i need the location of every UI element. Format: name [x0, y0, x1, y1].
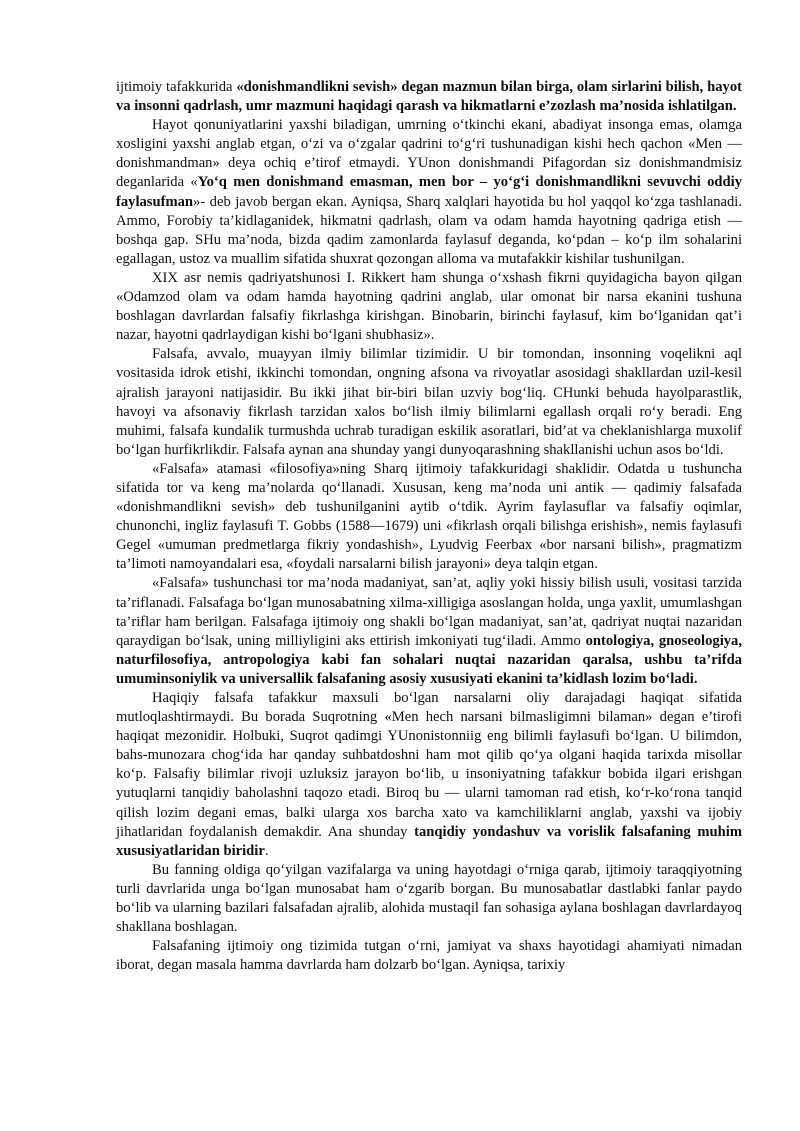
- text-run: XIX asr nemis qadriyatshunosi I. Rikkert ham shunga o‘xshash fikrni quyidagicha bayon qilgan «Odamzod olam va odam hamda hayotning qadrini anglab, ular omonat bir narsa ekanini tushuna boshlagan davrlardan falsafiy fikrlashga kirishgan. Binobarin, birinchi faylasuf, kim bo‘lganidan qat’i nazar, hayotni qadrlaydigan kishi bo‘lgani shubhasiz».: [116, 269, 742, 344]
- text-run: Haqiqiy falsafa tafakkur maxsuli bo‘lgan narsalarni oliy darajadagi haqiqat sifatida mutloqlashtirmaydi. Bu borada Suqrotning «Men hech narsani bilmasligimni bilaman» degan e’tirofi haqiqat mezonidir. Holbuki, Suqrot qadimgi YUnonistonniig eng bilimli faylasufi bo‘lgan. U bilimdon, bahs-munozara chog‘ida har qanday suhbatdoshni ham mot qilib qo‘ya olgani haqida tarixda misollar ko‘p. Falsafiy bilimlar rivoji uzluksiz jarayon bo‘lib, u insoniyatning tafakkur bobida ilgari erishgan yutuqlarni tanqidiy baholashni taqozo etadi. Biroq bu — ularni tamoman rad etish, ko‘r-ko‘rona tanqid qilish lozim degani emas, balki ularga xos barcha xato va kamchiliklarni anglab, yaxshi va ijobiy jihatlaridan foydalanish demakdir. Ana shunday: [116, 690, 742, 840]
- text-run: Hayot qonuniyatlarini yaxshi biladigan, umrning o‘tkinchi ekani, abadiyat insonga emas, olamga xosligini yaxshi anglab etgan, o‘zi va o‘zgalar qadrini to‘g‘ri tushunadigan kishi hech qachon «Men — donishmandman» deya ochiq e’tirof etmaydi. YUnon donishmandi Pifagordan siz donishmandmisiz deganlarida «: [116, 117, 742, 191]
- text-run: »- deb javob bergan ekan. Ayniqsa, Sharq xalqlari hayotida bu hol yaqqol ko‘zga tashlanadi. Ammo, Forobiy ta’kidlaganidek, hikmatni qadrlash, olam va odam hamda hayotning qadriga etish — boshqa gap. SHu ma’noda, bizda qadim zamonlarda faylasuf deganda, ko‘pdan – ko‘p ilm sohalarini egallagan, ustoz va muallim sifatida shuxrat qozongan alloma va mutafakkir kishilar tushunilgan.: [116, 193, 742, 267]
- bold-text-run: tanqidiy yondashuv va vorislik falsafaning muhim xususiyatlaridan biridir: [116, 823, 742, 859]
- bold-text-run: «donishmandlikni sevish» degan mazmun bilan birga, olam sirlarini bilish, hayot va insonni qadrlash, umr mazmuni haqidagi qarash va hikmatlarni e’zozlash ma’nosida ishlatilgan.: [116, 79, 743, 115]
- paragraph: [116, 269, 742, 345]
- text-run: .: [264, 842, 269, 859]
- text-run: Bu fanning oldiga qo‘yilgan vazifalarga va uning hayotdagi o‘rniga qarab, ijtimoiy taraqqiyotning turli davrlarida unga bo‘lgan munosabat ham o‘zgarib borgan. Bu munosabatlar dastlabki fanlar paydo bo‘lib va ularning bazilari falsafadan ajralib, alohida mustaqil fan sohasiga aylana boshlagan davrlardayoq shakllana boshlagan.: [116, 861, 742, 936]
- paragraph: [116, 861, 742, 937]
- text-run: «Falsafa» atamasi «filosofiya»ning Sharq ijtimoiy tafakkuridagi shaklidir. Odatda u tushuncha sifatida tor va keng ma’nolarda qo‘llanadi. Xususan, keng ma’noda uni antik — qadimiy falsafada «donishmandlikni sevish» deb tushunilganini aytib o‘tdik. Ayrim faylasuflar va falsafiy oqimlar, chunonchi, ingliz faylasufi T. Gobbs (1588—1679) uni «fikrlash orqali bilishga erishish», nemis faylasufi Gegel «umuman predmetlarga fikriy yondashish», Lyudvig Feerbax «bor narsani bilish», pragmatizm ta’limoti namoyandalari esa, «foydali narsalarni bilish jarayoni» deya talqin etgan.: [116, 460, 742, 573]
- paragraph: [116, 460, 742, 575]
- text-run: ijtimoiy tafakkurida: [116, 79, 237, 95]
- paragraph: [116, 345, 742, 460]
- paragraph: [116, 937, 742, 975]
- bold-text-run: ontologiya, gnoseologiya, naturfilosofiya, antropologiya kabi fan sohalari nuqtai nazaridan qaralsa, ushbu ta’rifda umuminsoniylik va universallik falsafaning asosiy xususiyati ekanini ta’kidlash lozim bo‘ladi.: [116, 632, 742, 687]
- bold-text-run: Yo‘q men donishmand emasman, men bor – yo‘g‘i donishmandlikni sevuvchi oddiy faylasufman: [116, 174, 743, 210]
- paragraph: [116, 78, 742, 116]
- paragraph: [116, 574, 742, 689]
- text-run: Falsafaning ijtimoiy ong tizimida tutgan o‘rni, jamiyat va shaxs hayotidagi ahamiyati nimadan iborat, degan masala hamma davrlarda ham dolzarb bo‘lgan. Ayniqsa, tarixiy: [116, 938, 742, 974]
- text-run: «Falsafa» tushunchasi tor ma’noda madaniyat, san’at, aqliy yoki hissiy bilish usuli, vositasi tarzida ta’riflanadi. Falsafaga bo‘lgan munosabatning xilma-xilligiga asoslangan holda, unga yaxlit, umumlashgan ta’riflar ham berilgan. Falsafaga ijtimoiy ong shakli bo‘lgan madaniyat, san’at, qadriyat nuqtai nazaridan qaraydigan bo‘lsak, uning milliyligini aks ettirish imkoniyati tug‘iladi. Ammo: [116, 575, 742, 649]
- text-run: Falsafa, avvalo, muayyan ilmiy bilimlar tizimidir. U bir tomondan, insonning voqelikni aql vositasida idrok etishi, ikkinchi tomondan, ongning afsona va rivoyatlar asosidagi shakllardan uzil-kesil ajralish jarayoni natijasidir. Bu ikki jihat bir-biri bilan uzviy bog‘liq. CHunki behuda hayolparastlik, havoyi va afsonaviy fikrlash tarzidan xalos bo‘lish ilmiy bilimlarni egallash orqali ro‘y beradi. Eng muhimi, falsafa kundalik turmushda uchrab turadigan eskilik asoratlari, bid’at va cheklanishlarga muxolif bo‘lgan hurfikrlikdir. Falsafa aynan ana shunday yangi dunyoqarashning shakllanishi uchun asos bo‘ldi.: [116, 346, 742, 458]
- paragraph: [116, 689, 742, 861]
- paragraph: [116, 116, 742, 269]
